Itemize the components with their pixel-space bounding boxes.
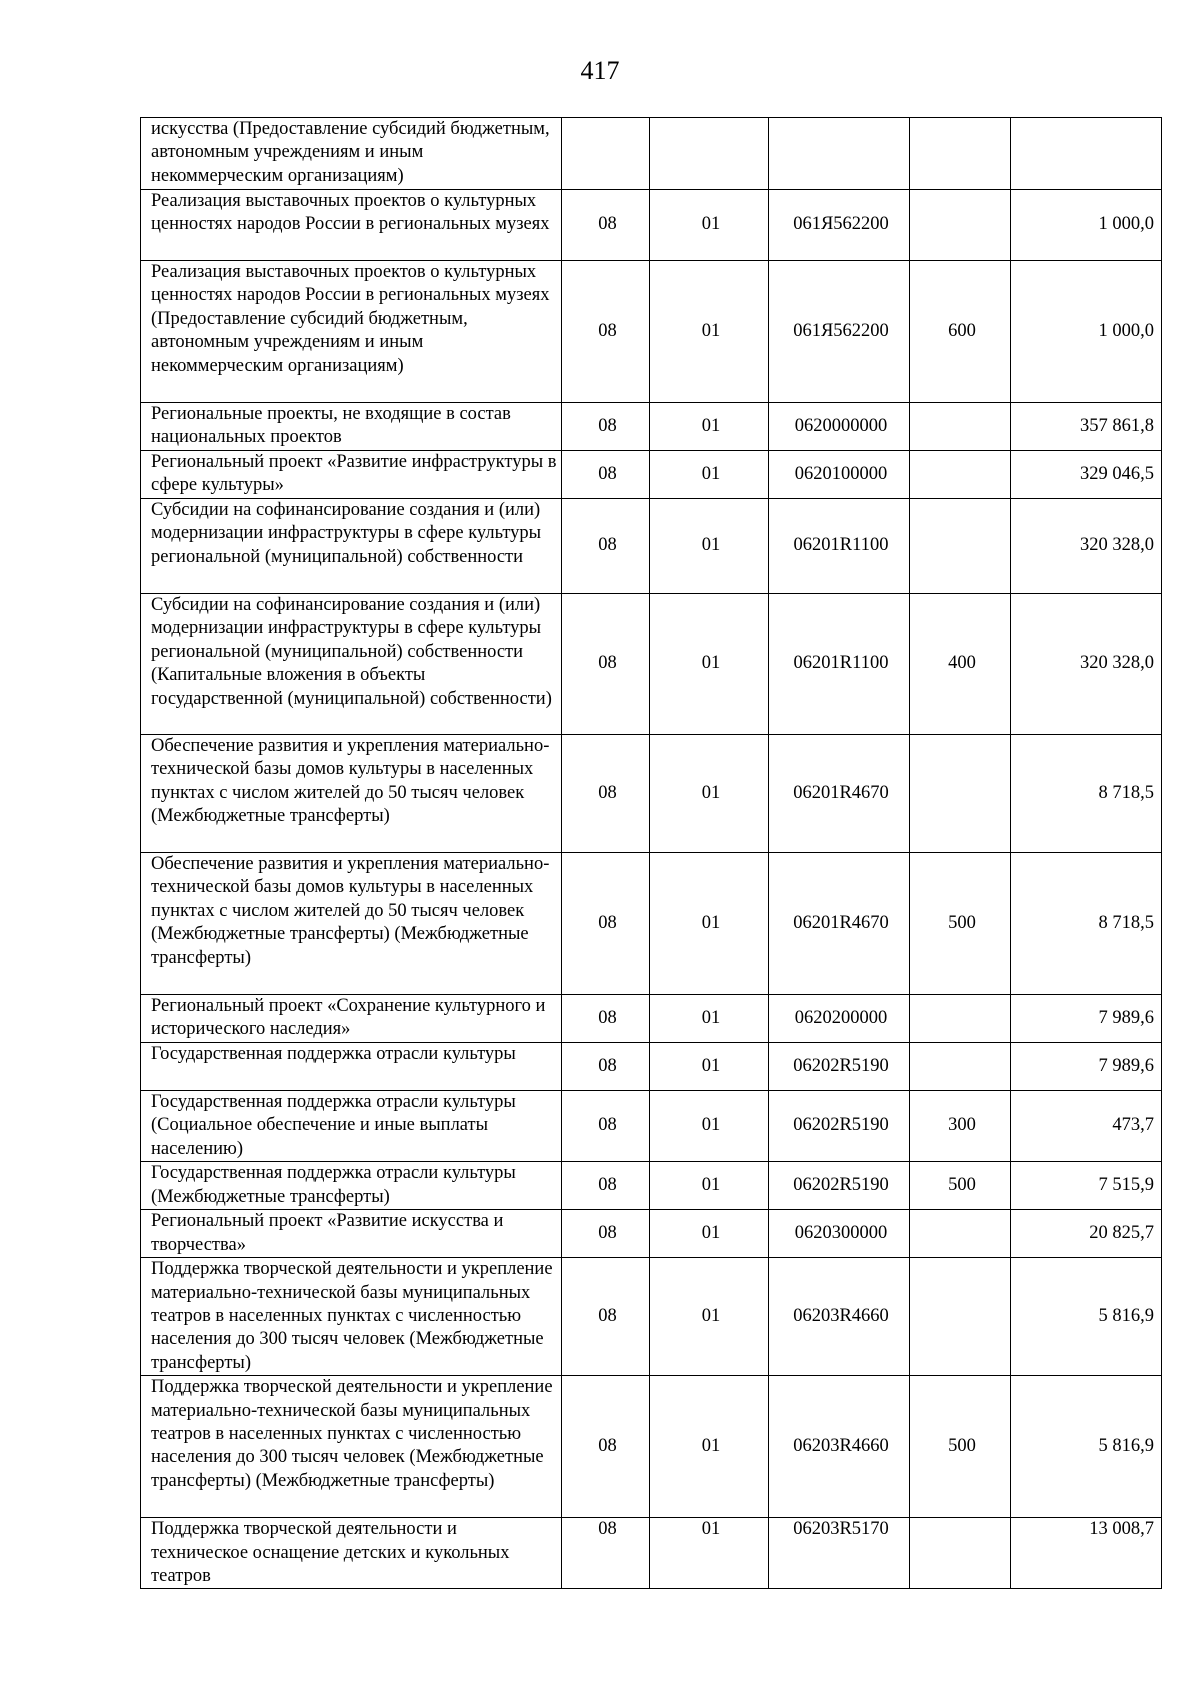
row-subsection: 01 bbox=[650, 190, 769, 261]
row-section: 08 bbox=[562, 451, 650, 499]
row-section: 08 bbox=[562, 190, 650, 261]
row-amount: 5 816,9 bbox=[1011, 1376, 1162, 1518]
table-row bbox=[141, 403, 1162, 451]
row-subsection: 01 bbox=[650, 1043, 769, 1091]
row-subsection: 01 bbox=[650, 853, 769, 995]
row-expense-type: 500 bbox=[910, 853, 1011, 995]
row-name: Поддержка творческой деятельности и укрепление материально-технической базы муниципальных театров в населенных пунктах с численностью населения до 300 тысяч человек (Межбюджетные трансферты) (Межбюджетные трансферты) bbox=[141, 1376, 562, 1518]
row-target-article: 06203R4660 bbox=[769, 1258, 910, 1376]
row-section: 08 bbox=[562, 1091, 650, 1162]
table-row bbox=[141, 1162, 1162, 1210]
row-amount: 1 000,0 bbox=[1011, 190, 1162, 261]
row-section: 08 bbox=[562, 1518, 650, 1589]
row-target-article: 061Я562200 bbox=[769, 190, 910, 261]
row-amount: 8 718,5 bbox=[1011, 853, 1162, 995]
row-expense-type bbox=[910, 735, 1011, 853]
row-target-article: 0620100000 bbox=[769, 451, 910, 499]
row-amount: 1 000,0 bbox=[1011, 261, 1162, 403]
row-expense-type: 400 bbox=[910, 594, 1011, 735]
row-subsection: 01 bbox=[650, 995, 769, 1043]
table-row bbox=[141, 594, 1162, 735]
table-row bbox=[141, 451, 1162, 499]
page-number: 417 bbox=[580, 56, 620, 85]
row-expense-type bbox=[910, 1518, 1011, 1589]
row-name: Субсидии на софинансирование создания и (или) модернизации инфраструктуры в сфере культуры региональной (муниципальной) собственности bbox=[141, 499, 562, 594]
row-amount: 357 861,8 bbox=[1011, 403, 1162, 451]
row-subsection: 01 bbox=[650, 451, 769, 499]
row-target-article: 0620200000 bbox=[769, 995, 910, 1043]
row-name: Государственная поддержка отрасли культуры bbox=[141, 1043, 562, 1091]
row-amount: 320 328,0 bbox=[1011, 499, 1162, 594]
table-row bbox=[141, 1518, 1162, 1589]
row-name: Реализация выставочных проектов о культурных ценностях народов России в региональных музеях bbox=[141, 190, 562, 261]
row-section: 08 bbox=[562, 499, 650, 594]
row-name: Государственная поддержка отрасли культуры (Межбюджетные трансферты) bbox=[141, 1162, 562, 1210]
row-target-article: 06202R5190 bbox=[769, 1091, 910, 1162]
table-row bbox=[141, 995, 1162, 1043]
row-section: 08 bbox=[562, 1210, 650, 1258]
row-subsection: 01 bbox=[650, 1518, 769, 1589]
row-subsection: 01 bbox=[650, 1210, 769, 1258]
row-subsection: 01 bbox=[650, 1376, 769, 1518]
row-target-article: 06203R4660 bbox=[769, 1376, 910, 1518]
row-subsection: 01 bbox=[650, 261, 769, 403]
row-subsection: 01 bbox=[650, 1162, 769, 1210]
table-row bbox=[141, 118, 1162, 190]
row-section: 08 bbox=[562, 594, 650, 735]
row-section: 08 bbox=[562, 1043, 650, 1091]
row-expense-type: 300 bbox=[910, 1091, 1011, 1162]
row-section: 08 bbox=[562, 735, 650, 853]
row-subsection bbox=[650, 118, 769, 190]
row-amount: 329 046,5 bbox=[1011, 451, 1162, 499]
row-section: 08 bbox=[562, 1258, 650, 1376]
row-amount: 7 989,6 bbox=[1011, 995, 1162, 1043]
row-section: 08 bbox=[562, 995, 650, 1043]
row-amount: 473,7 bbox=[1011, 1091, 1162, 1162]
row-expense-type bbox=[910, 995, 1011, 1043]
row-target-article: 06201R4670 bbox=[769, 735, 910, 853]
table-row bbox=[141, 853, 1162, 995]
budget-table bbox=[140, 117, 1162, 1589]
table-row bbox=[141, 735, 1162, 853]
row-section bbox=[562, 118, 650, 190]
row-target-article bbox=[769, 118, 910, 190]
row-expense-type bbox=[910, 190, 1011, 261]
table-row bbox=[141, 261, 1162, 403]
row-section: 08 bbox=[562, 1376, 650, 1518]
row-name: Региональный проект «Развитие искусства и творчества» bbox=[141, 1210, 562, 1258]
row-subsection: 01 bbox=[650, 1091, 769, 1162]
row-name: искусства (Предоставление субсидий бюджетным, автономным учреждениям и иным некоммерческим организациям) bbox=[141, 118, 562, 190]
table-row bbox=[141, 1210, 1162, 1258]
row-target-article: 06203R5170 bbox=[769, 1518, 910, 1589]
row-expense-type bbox=[910, 403, 1011, 451]
row-name: Региональный проект «Развитие инфраструктуры в сфере культуры» bbox=[141, 451, 562, 499]
row-subsection: 01 bbox=[650, 594, 769, 735]
table-row bbox=[141, 499, 1162, 594]
row-name: Обеспечение развития и укрепления материально-технической базы домов культуры в населенных пунктах с числом жителей до 50 тысяч человек (Межбюджетные трансферты) (Межбюджетные трансферты) bbox=[141, 853, 562, 995]
row-amount bbox=[1011, 118, 1162, 190]
row-expense-type bbox=[910, 118, 1011, 190]
row-amount: 20 825,7 bbox=[1011, 1210, 1162, 1258]
row-expense-type bbox=[910, 451, 1011, 499]
table-row bbox=[141, 1091, 1162, 1162]
row-target-article: 0620300000 bbox=[769, 1210, 910, 1258]
row-subsection: 01 bbox=[650, 735, 769, 853]
row-amount: 13 008,7 bbox=[1011, 1518, 1162, 1589]
row-expense-type bbox=[910, 1258, 1011, 1376]
table-row bbox=[141, 1043, 1162, 1091]
row-name: Региональный проект «Сохранение культурного и исторического наследия» bbox=[141, 995, 562, 1043]
row-expense-type: 500 bbox=[910, 1162, 1011, 1210]
row-name: Поддержка творческой деятельности и укрепление материально-технической базы муниципальных театров в населенных пунктах с численностью населения до 300 тысяч человек (Межбюджетные трансферты) bbox=[141, 1258, 562, 1376]
table-row bbox=[141, 190, 1162, 261]
row-target-article: 06201R1100 bbox=[769, 594, 910, 735]
row-amount: 7 515,9 bbox=[1011, 1162, 1162, 1210]
row-subsection: 01 bbox=[650, 403, 769, 451]
row-target-article: 06201R1100 bbox=[769, 499, 910, 594]
row-section: 08 bbox=[562, 1162, 650, 1210]
row-amount: 7 989,6 bbox=[1011, 1043, 1162, 1091]
row-subsection: 01 bbox=[650, 1258, 769, 1376]
row-name: Реализация выставочных проектов о культурных ценностях народов России в региональных музеях (Предоставление субсидий бюджетным, автономным учреждениям и иным некоммерческим организациям) bbox=[141, 261, 562, 403]
row-name: Поддержка творческой деятельности и техническое оснащение детских и кукольных театров bbox=[141, 1518, 562, 1589]
row-target-article: 06202R5190 bbox=[769, 1162, 910, 1210]
row-amount: 8 718,5 bbox=[1011, 735, 1162, 853]
row-target-article: 06202R5190 bbox=[769, 1043, 910, 1091]
row-expense-type: 600 bbox=[910, 261, 1011, 403]
row-name: Обеспечение развития и укрепления материально-технической базы домов культуры в населенных пунктах с числом жителей до 50 тысяч человек (Межбюджетные трансферты) bbox=[141, 735, 562, 853]
row-expense-type bbox=[910, 499, 1011, 594]
row-expense-type: 500 bbox=[910, 1376, 1011, 1518]
table-row bbox=[141, 1376, 1162, 1518]
row-name: Субсидии на софинансирование создания и (или) модернизации инфраструктуры в сфере культуры региональной (муниципальной) собственности (Капитальные вложения в объекты государственной (муниципальной) собственности) bbox=[141, 594, 562, 735]
row-target-article: 0620000000 bbox=[769, 403, 910, 451]
row-name: Государственная поддержка отрасли культуры (Социальное обеспечение и иные выплаты населению) bbox=[141, 1091, 562, 1162]
row-subsection: 01 bbox=[650, 499, 769, 594]
row-section: 08 bbox=[562, 403, 650, 451]
row-section: 08 bbox=[562, 853, 650, 995]
row-amount: 5 816,9 bbox=[1011, 1258, 1162, 1376]
row-target-article: 06201R4670 bbox=[769, 853, 910, 995]
table-row bbox=[141, 1258, 1162, 1376]
row-amount: 320 328,0 bbox=[1011, 594, 1162, 735]
row-name: Региональные проекты, не входящие в состав национальных проектов bbox=[141, 403, 562, 451]
row-section: 08 bbox=[562, 261, 650, 403]
row-expense-type bbox=[910, 1210, 1011, 1258]
row-target-article: 061Я562200 bbox=[769, 261, 910, 403]
row-expense-type bbox=[910, 1043, 1011, 1091]
